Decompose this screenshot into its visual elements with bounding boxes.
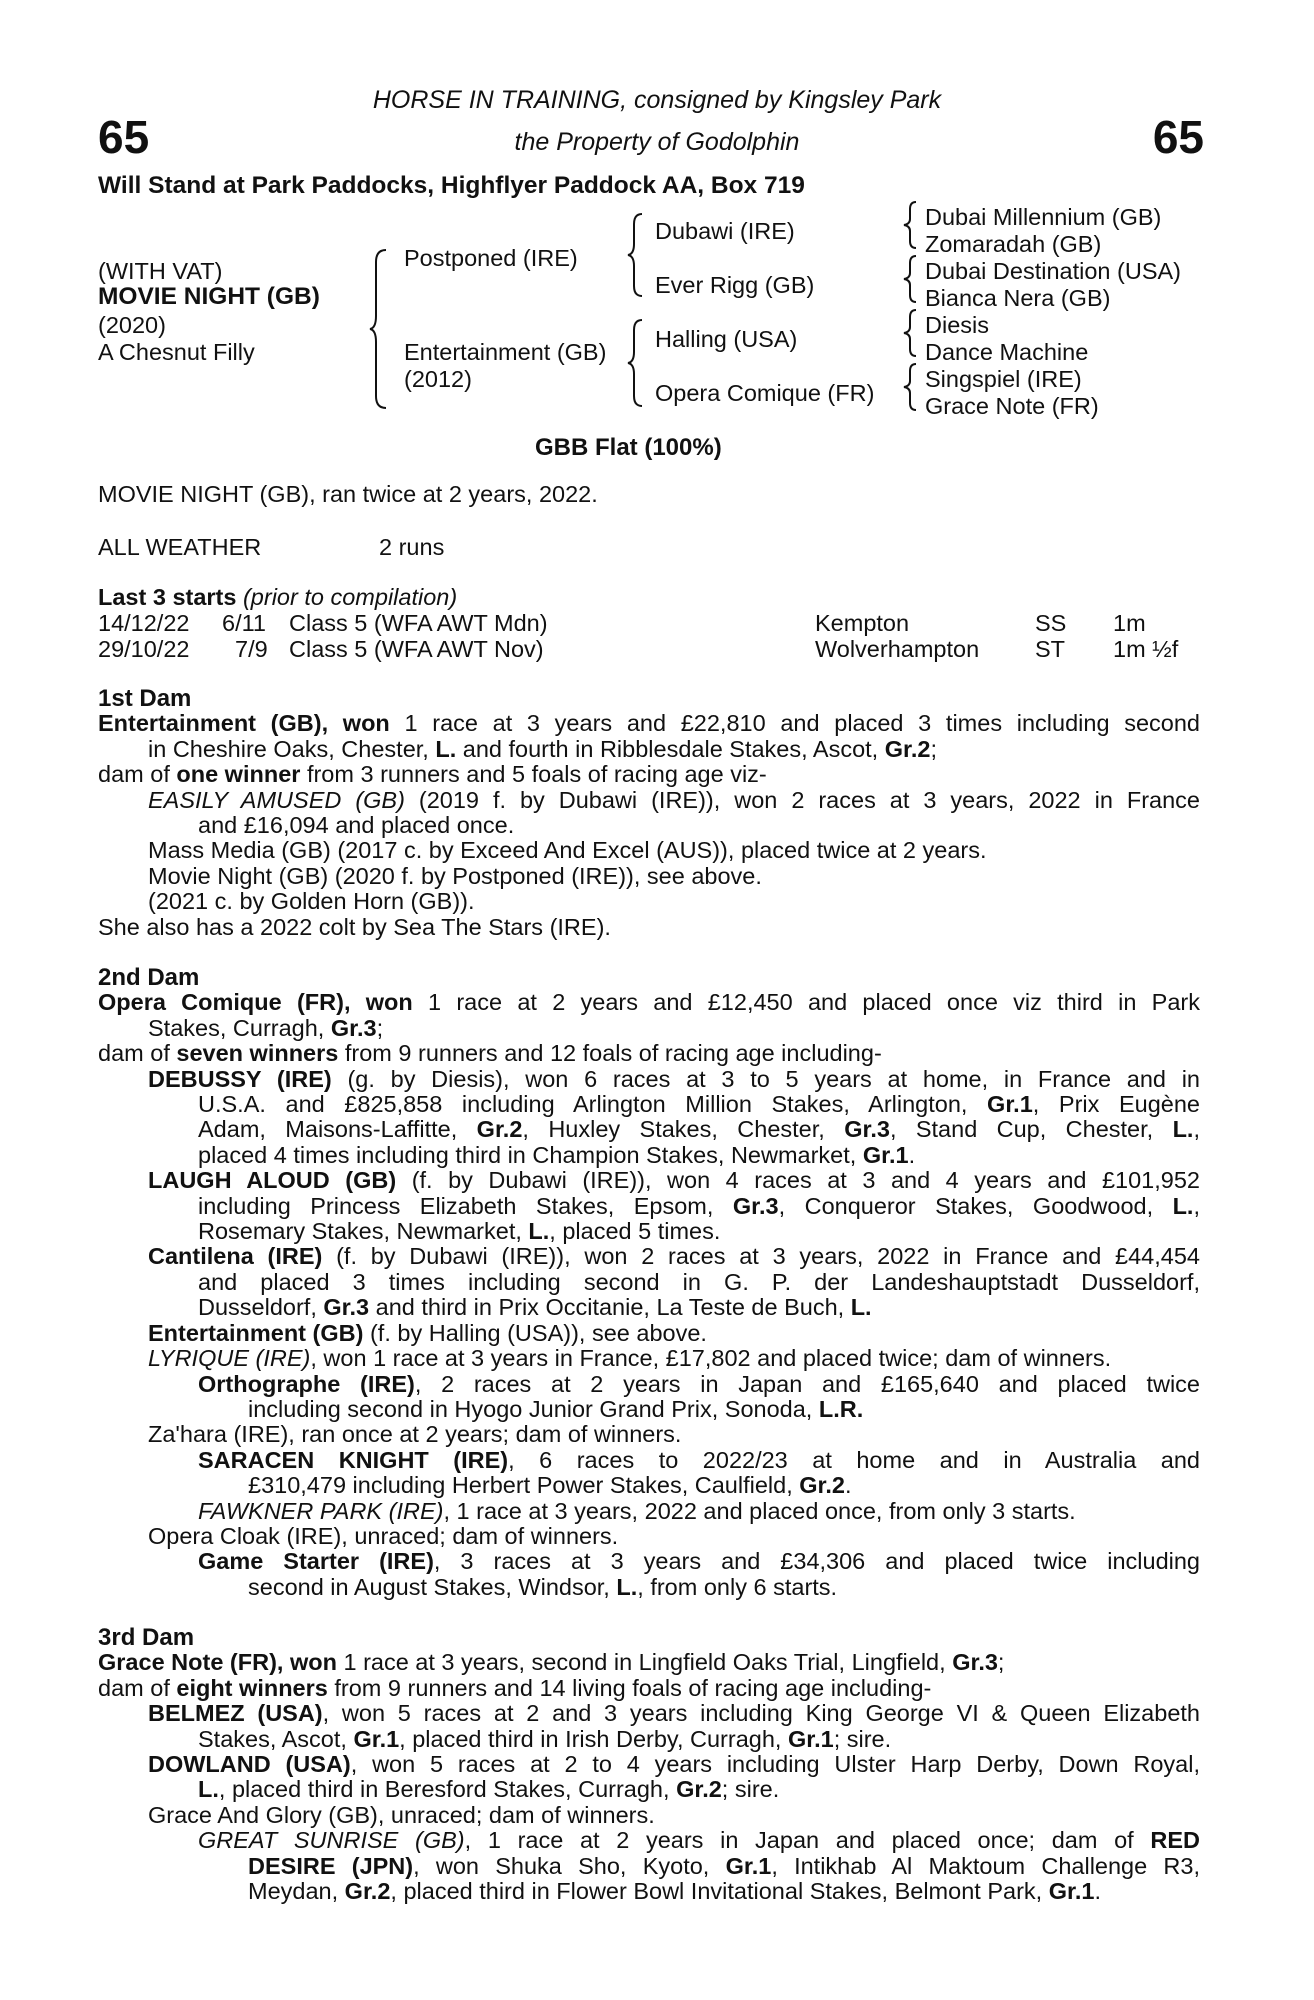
pedigree-dam: Entertainment (GB) — [404, 339, 607, 365]
lot-number-right: 65 — [1152, 111, 1204, 163]
produce-line: (2021 c. by Golden Horn (GB)). — [148, 888, 475, 915]
produce-line: LYRIQUE (IRE), won 1 race at 3 years in France, £17,802 and placed twice; dam of winners. — [148, 1345, 1112, 1372]
dam-line: Stakes, Curragh, Gr.3; — [148, 1014, 384, 1041]
start-row-distance: 1m ½f — [1113, 636, 1179, 662]
produce-line: GREAT SUNRISE (GB), 1 race at 2 years in Japan and placed once; dam of RED — [198, 1827, 1200, 1854]
dam-line: dam of seven winners from 9 runners and 12 foals of racing age including- — [98, 1040, 882, 1067]
start-row-going: SS — [1035, 610, 1067, 636]
last-starts-note: (prior to compilation) — [242, 584, 458, 610]
produce-line: U.S.A. and £825,858 including Arlington Million Stakes, Arlington, Gr.1, Prix Eugène — [198, 1091, 1200, 1118]
last-starts-heading — [98, 584, 457, 611]
produce-line: SARACEN KNIGHT (IRE), 6 races to 2022/23 at home and in Australia and — [198, 1446, 1201, 1473]
start-row-distance: 1m — [1113, 610, 1146, 636]
produce-line: Movie Night (GB) (2020 f. by Postponed (IRE)), see above. — [148, 862, 762, 889]
produce-line: Opera Cloak (IRE), unraced; dam of winners. — [148, 1522, 619, 1549]
pedigree-ssd: Zomaradah (GB) — [925, 231, 1102, 257]
gbb-flat-label: GBB Flat (100%) — [535, 434, 722, 461]
pedigree-sss: Dubai Millennium (GB) — [925, 204, 1162, 230]
start-row-race: Class 5 (WFA AWT Nov) — [289, 636, 544, 662]
produce-line: EASILY AMUSED (GB) (2019 f. by Dubawi (IRE)), won 2 races at 3 years, 2022 in France — [148, 786, 1200, 813]
horse-description: A Chesnut Filly — [98, 339, 255, 365]
section-heading: 3rd Dam — [98, 1624, 195, 1651]
produce-line: Meydan, Gr.2, placed third in Flower Bowl Invitational Stakes, Belmont Park, Gr.1. — [248, 1878, 1101, 1905]
horse-year: (2020) — [98, 312, 166, 338]
dam-line: dam of one winner from 3 runners and 5 foals of racing age viz- — [98, 761, 767, 788]
second-dam-section — [98, 965, 1200, 1600]
produce-line: including second in Hyogo Junior Grand Prix, Sonoda, L.R. — [248, 1395, 864, 1422]
dam-record: 1 race at 3 years and £22,810 and placed 3 times including second — [389, 710, 1200, 737]
pedigree-sire-sire: Dubawi (IRE) — [655, 218, 795, 244]
produce-line: Game Starter (IRE), 3 races at 3 years and £34,306 and placed twice including — [198, 1548, 1201, 1575]
start-row-pos: 7/9 — [235, 636, 268, 662]
dam-line: Opera Comique (FR), won 1 race at 2 years and £12,450 and placed once viz third in Park — [98, 989, 1200, 1016]
stand-location: Will Stand at Park Paddocks, Highflyer Paddock AA, Box 719 — [98, 172, 805, 199]
start-row-course: Wolverhampton — [815, 636, 980, 662]
start-row-date: 29/10/22 — [98, 636, 190, 662]
pedigree-sire: Postponed (IRE) — [404, 245, 578, 271]
header-line-2: the Property of Godolphin — [514, 128, 800, 156]
produce-line: Dusseldorf, Gr.3 and third in Prix Occitanie, La Teste de Buch, L. — [198, 1294, 872, 1321]
produce-line: DESIRE (JPN), won Shuka Sho, Kyoto, Gr.1, Intikhab Al Maktoum Challenge R3, — [248, 1852, 1201, 1879]
pedigree-dam-year: (2012) — [404, 366, 472, 392]
produce-line: Grace And Glory (GB), unraced; dam of winners. — [148, 1801, 655, 1828]
pedigree-dam-sire: Halling (USA) — [655, 326, 798, 352]
produce-line: Cantilena (IRE) (f. by Dubawi (IRE)), won 2 races at 3 years, 2022 in France and £44,454 — [148, 1243, 1200, 1270]
dam-line: dam of eight winners from 9 runners and 14 living foals of racing age including- — [98, 1674, 932, 1701]
pedigree-dsd: Dance Machine — [925, 339, 1089, 365]
pedigree-brace-dam — [626, 318, 646, 408]
pedigree-dam-dam: Opera Comique (FR) — [655, 380, 875, 406]
produce-line: DOWLAND (USA), won 5 races at 2 to 4 years including Ulster Harp Derby, Down Royal, — [148, 1751, 1201, 1778]
pedigree-brace-sd — [902, 254, 920, 304]
produce-line: Stakes, Ascot, Gr.1, placed third in Irish Derby, Curragh, Gr.1; sire. — [198, 1725, 892, 1752]
produce-line: second in August Stakes, Windsor, L., from only 6 starts. — [248, 1573, 838, 1600]
produce-line: LAUGH ALOUD (GB) (f. by Dubawi (IRE)), won 4 races at 3 and 4 years and £101,952 — [148, 1167, 1200, 1194]
produce-line: Adam, Maisons-Laffitte, Gr.2, Huxley Stakes, Chester, Gr.3, Stand Cup, Chester, L., — [198, 1116, 1200, 1143]
dam-line: Grace Note (FR), won 1 race at 3 years, second in Lingfield Oaks Trial, Lingfield, Gr.3; — [98, 1649, 1005, 1676]
pedigree-brace-ds — [902, 308, 920, 358]
produce-line: including Princess Elizabeth Stakes, Epsom, Gr.3, Conqueror Stakes, Goodwood, L., — [198, 1192, 1200, 1219]
start-row-going: ST — [1035, 636, 1066, 662]
pedigree-sds: Dubai Destination (USA) — [925, 258, 1181, 284]
produce-line: BELMEZ (USA), won 5 races at 2 and 3 years including King George VI & Queen Elizabeth — [148, 1700, 1200, 1727]
pedigree-brace-dd — [902, 362, 920, 412]
produce-line: FAWKNER PARK (IRE), 1 race at 3 years, 2022 and placed once, from only 3 starts. — [198, 1497, 1076, 1524]
all-weather-label: ALL WEATHER — [98, 534, 262, 560]
pedigree-brace-ss — [902, 200, 920, 250]
pedigree-sdd: Bianca Nera (GB) — [925, 285, 1111, 311]
first-dam-section — [98, 686, 1200, 940]
produce-line: Entertainment (GB) (f. by Halling (USA)), see above. — [148, 1319, 707, 1346]
dam-name: Entertainment (GB), won — [98, 710, 390, 737]
horse-name: MOVIE NIGHT (GB) — [98, 283, 320, 310]
produce-line: placed 4 times including third in Champion Stakes, Newmarket, Gr.1. — [198, 1141, 916, 1168]
produce-line: £310,479 including Herbert Power Stakes, Caulfield, Gr.2. — [248, 1472, 852, 1499]
produce-line: Za'hara (IRE), ran once at 2 years; dam of winners. — [148, 1421, 682, 1448]
produce-line: DEBUSSY (IRE) (g. by Diesis), won 6 races at 3 to 5 years at home, in France and in — [148, 1065, 1200, 1092]
produce-line: and £16,094 and placed once. — [198, 812, 515, 839]
all-weather-runs: 2 runs — [379, 534, 445, 560]
pedigree-dss: Diesis — [925, 312, 989, 338]
produce-line: Orthographe (IRE), 2 races at 2 years in Japan and £165,640 and placed twice — [198, 1370, 1200, 1397]
produce-line: and placed 3 times including second in G. P. der Landeshauptstadt Dusseldorf, — [198, 1268, 1200, 1295]
start-row-date: 14/12/22 — [98, 610, 190, 636]
last-starts-title: Last 3 starts — [98, 584, 237, 610]
pedigree-dds: Singspiel (IRE) — [925, 366, 1082, 392]
pedigree-brace-main — [368, 248, 390, 410]
dam-line: in Cheshire Oaks, Chester, L. and fourth in Ribblesdale Stakes, Ascot, Gr.2; — [148, 735, 937, 762]
section-heading: 2nd Dam — [98, 964, 200, 991]
start-row-pos: 6/11 — [222, 610, 266, 636]
produce-line: Mass Media (GB) (2017 c. by Exceed And Excel (AUS)), placed twice at 2 years. — [148, 837, 987, 864]
produce-line: L., placed third in Beresford Stakes, Curragh, Gr.2; sire. — [198, 1776, 780, 1803]
produce-line: Rosemary Stakes, Newmarket, L., placed 5 times. — [198, 1218, 721, 1245]
header-line-1: HORSE IN TRAINING, consigned by Kingsley Park — [372, 86, 942, 114]
pedigree-sire-dam: Ever Rigg (GB) — [655, 272, 815, 298]
section-heading: 1st Dam — [98, 685, 192, 712]
pedigree-ddd: Grace Note (FR) — [925, 393, 1099, 419]
lot-number-left: 65 — [98, 111, 150, 163]
produce-line: She also has a 2022 colt by Sea The Stars (IRE). — [98, 913, 611, 940]
race-summary: MOVIE NIGHT (GB), ran twice at 2 years, 2022. — [98, 481, 598, 507]
start-row-course: Kempton — [815, 610, 910, 636]
vat-label: (WITH VAT) — [98, 258, 223, 284]
dam-line — [98, 711, 1200, 736]
third-dam-section — [98, 1625, 1200, 1904]
pedigree-brace-sire — [626, 212, 646, 298]
start-row-race: Class 5 (WFA AWT Mdn) — [289, 610, 548, 636]
